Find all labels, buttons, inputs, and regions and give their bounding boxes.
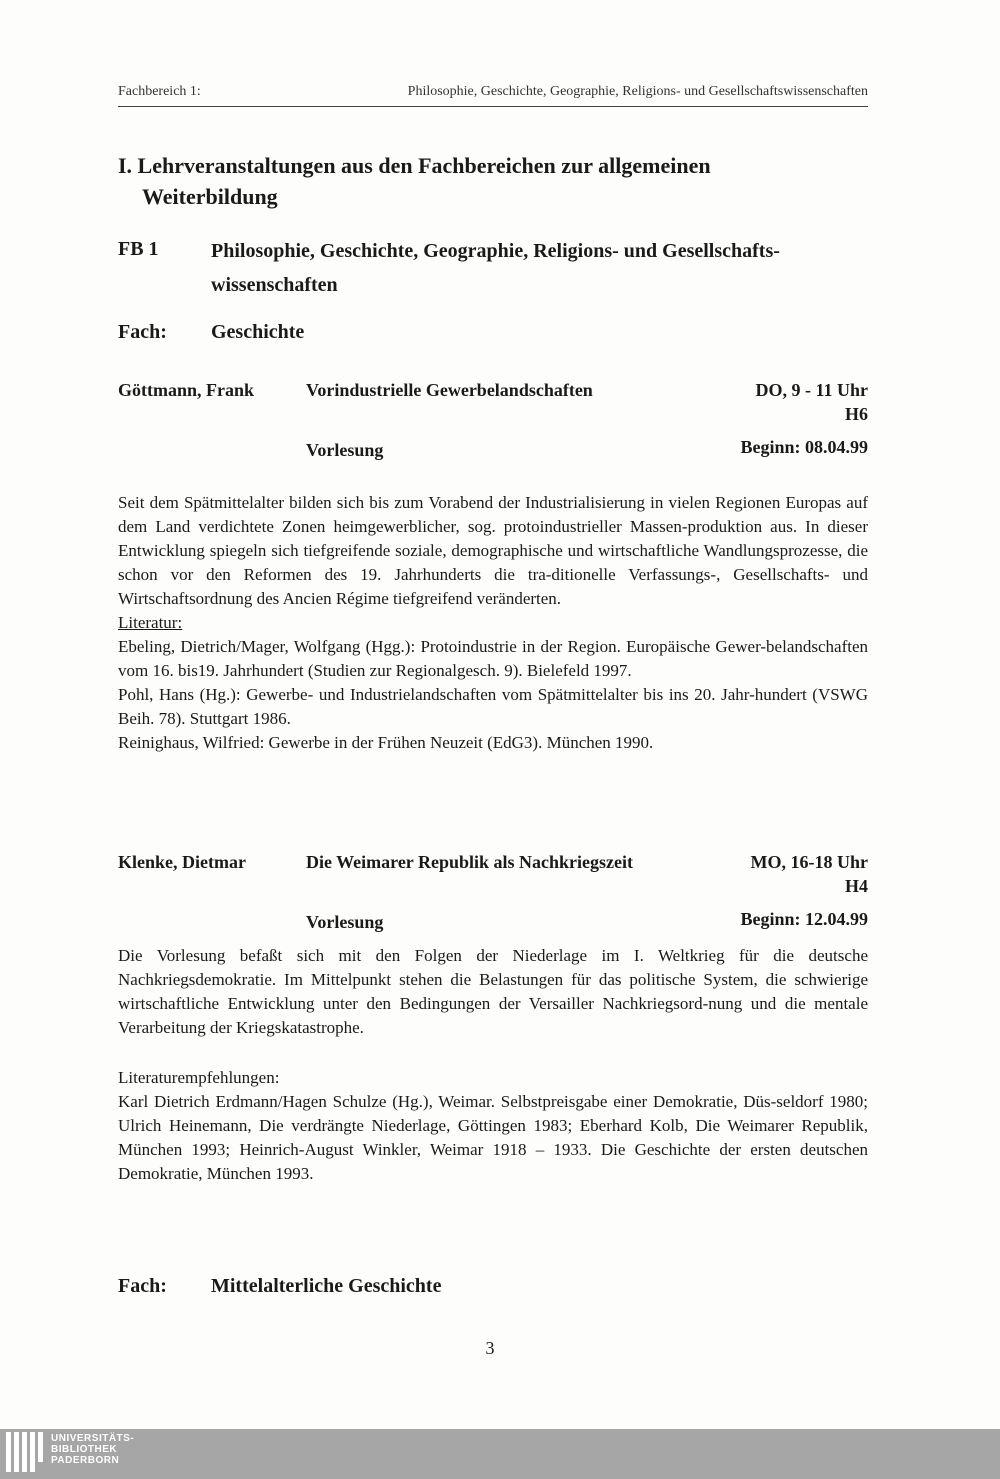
course-room: H6 (844, 404, 868, 424)
literature-block (118, 1066, 868, 1186)
course-type: Vorlesung (306, 912, 384, 932)
fach-label: Fach: (118, 321, 167, 343)
course-description: Seit dem Spätmittelalter bilden sich bis zum Vorabend der Industrialisierung in vielen Regionen Europas auf dem Land verdichtete Zonen heimgewerblicher, sog. protoindustrieller Massen-produktion aus. In dieser Entwicklung spiegeln sich tiefgreifende soziale, demographische und wirtschaftliche Wandlungsprozesse, die schon vor den Reformen des 19. Jahrhunderts die tra-ditionelle Verfassungs-, Gesellschafts- und Wirtschaftsordnung des Ancien Régime tiefgreifend veränderten. (118, 493, 868, 608)
library-logo-text: UNIVERSITÄTS- BIBLIOTHEK PADERBORN (51, 1433, 135, 1466)
section-title-line2: Weiterbildung (142, 184, 278, 209)
course-begin: Beginn: 08.04.99 (740, 437, 868, 457)
course-title: Vorindustrielle Gewerbelandschaften (306, 380, 593, 400)
course-lecturer: Göttmann, Frank (118, 380, 255, 400)
library-footer (0, 1429, 1000, 1479)
course-description-block (118, 944, 868, 1040)
course-description-block (118, 491, 868, 755)
course-description: Die Vorlesung befaßt sich mit den Folgen der Niederlage im I. Weltkrieg für die deutsche Nachkriegsdemokratie. Im Mittelpunkt stehen die Belastungen für das politische System, die schwierige wirtschaftliche Entwicklung unter den Bedingungen der Versailler Nachkriegsord-nung und die mentale Verarbeitung der Kriegskatastrophe. (118, 946, 868, 1037)
section-title-line1: I. Lehrveranstaltungen aus den Fachbereichen zur allgemeinen (118, 153, 711, 178)
course-type: Vorlesung (306, 440, 384, 460)
literature-item: Ebeling, Dietrich/Mager, Wolfgang (Hgg.): Protoindustrie in der Region. Europäische Gewer-belandschaften vom 16. bis19. Jahrhundert (Studien zur Regionalgesch. 9). Bielefeld 1997. (118, 637, 868, 680)
fach-label: Fach: (118, 1275, 167, 1297)
literature-heading: Literatur: (118, 613, 183, 632)
course-lecturer: Klenke, Dietmar (118, 852, 246, 872)
course-room: H4 (844, 876, 868, 896)
fach-value: Geschichte (211, 321, 305, 343)
running-header (118, 84, 868, 107)
literature-item: Reinighaus, Wilfried: Gewerbe in der Frühen Neuzeit (EdG3). München 1990. (118, 733, 654, 752)
course-time: MO, 16-18 Uhr (750, 852, 868, 872)
course-begin: Beginn: 12.04.99 (740, 909, 868, 929)
fach-value: Mittelalterliche Geschichte (211, 1275, 442, 1297)
course-entry (118, 852, 868, 942)
course-time: DO, 9 - 11 Uhr (755, 380, 868, 400)
page-number: 3 (485, 1338, 495, 1358)
course-title: Die Weimarer Republik als Nachkriegszeit (306, 852, 633, 872)
literature-text: Karl Dietrich Erdmann/Hagen Schulze (Hg.), Weimar. Selbstpreisgabe einer Demokratie, Düs-seldorf 1980; Ulrich Heinemann, Die verdrängte Niederlage, Göttingen 1983; Eberhard Kolb, Die Weimarer Republik, München 1993; Heinrich-August Winkler, Weimar 1918 – 1933. Die Geschichte der ersten deutschen Demokratie, München 1993. (118, 1092, 868, 1183)
fb-title: Philosophie, Geschichte, Geographie, Religions- und Gesellschafts-wissenschaften (211, 240, 780, 296)
header-department: Fachbereich 1: (118, 84, 201, 99)
header-subjects: Philosophie, Geschichte, Geographie, Religions- und Gesellschaftswissenschaften (407, 84, 868, 99)
course-entry (118, 380, 868, 470)
library-logo-bars-icon (6, 1432, 43, 1472)
library-logo (6, 1432, 134, 1476)
literature-heading: Literaturempfehlungen: (118, 1068, 280, 1087)
fb-label: FB 1 (118, 238, 159, 260)
literature-item: Pohl, Hans (Hg.): Gewerbe- und Industrielandschaften vom Spätmittelalter bis ins 20. Jahr-hundert (VSWG Beih. 78). Stuttgart 1986. (118, 685, 868, 728)
section-title (118, 150, 818, 212)
